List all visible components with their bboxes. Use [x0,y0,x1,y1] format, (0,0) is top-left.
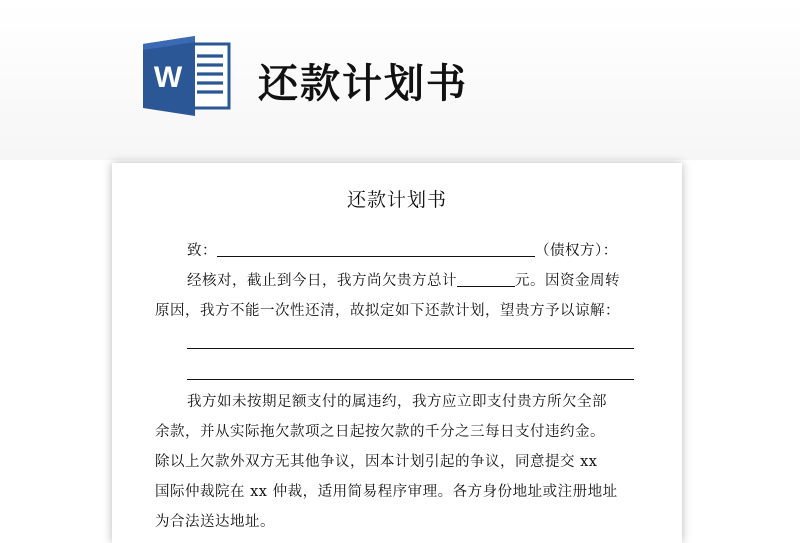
document-page [112,163,682,543]
plan-rule-2 [187,379,634,380]
paragraph2-line2: 余款，并从实际拖欠款项之日起按欠款的千分之三每日支付违约金。 [155,424,605,440]
word-letter: W [153,61,183,94]
paragraph1-line2: 原因，我方不能一次性还清，故拟定如下还款计划，望贵方予以谅解： [155,303,620,319]
header-title: 还款计划书 [258,61,468,107]
paragraph2-line5: 为合法送达地址。 [155,514,275,530]
addressee-suffix: （债权方）： [535,243,618,259]
line1-unit: 元。因资金周转 [515,273,620,289]
paragraph2-line1: 我方如未按期足额支付的属违约，我方应立即支付贵方所欠全部 [187,394,607,410]
paragraph1-line1 [187,269,687,290]
line1-text: 经核对，截止到今日，我方尚欠贵方总计 [187,273,457,289]
plan-rule-1 [187,348,634,349]
addressee-line [187,239,687,260]
word-icon [141,34,231,118]
amount-blank [457,272,515,287]
addressee-blank [217,242,535,257]
paragraph2-line4: 国际仲裁院在 xx 仲裁，适用简易程序审理。各方身份地址或注册地址 [155,484,618,500]
addressee-prefix: 致： [187,243,217,259]
document-title: 还款计划书 [346,189,447,211]
paragraph2-line3: 除以上欠款外双方无其他争议，因本计划引起的争议，同意提交 xx [155,454,598,470]
